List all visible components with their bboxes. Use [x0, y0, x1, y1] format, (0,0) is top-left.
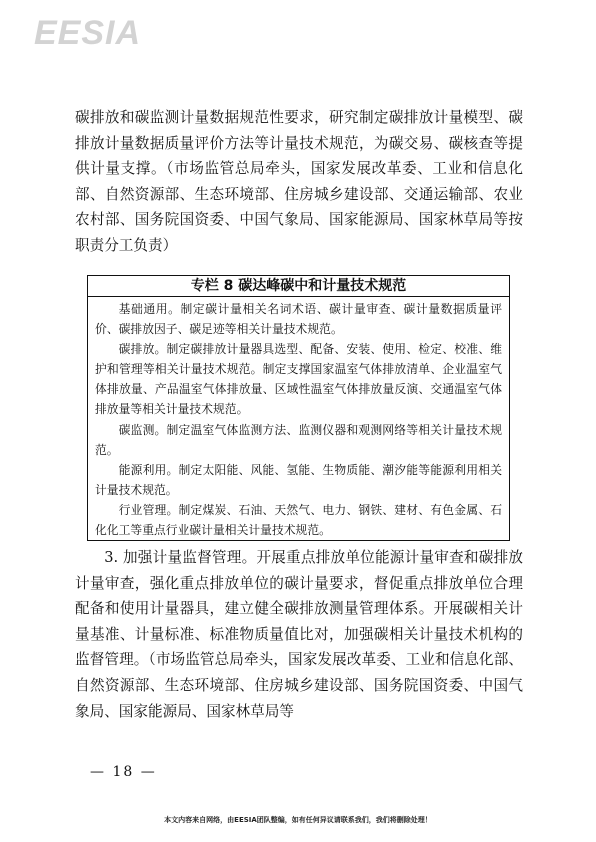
- eesia-logo: EESIA: [34, 14, 142, 52]
- box-item-energy: 能源利用。制定太阳能、风能、氢能、生物质能、潮汐能等能源利用相关计量技术规范。: [95, 462, 502, 497]
- box-item-basic: 基础通用。制定碳计量相关名词术语、碳计量审查、碳计量数据质量评价、碳排放因子、碳足迹等相关计量技术规范。: [95, 302, 502, 337]
- column-box-title: 专栏 8 碳达峰碳中和计量技术规范: [88, 276, 509, 297]
- column-box-body: [88, 297, 509, 540]
- box-item-monitoring: 碳监测。制定温室气体监测方法、监测仪器和观测网络等相关计量技术规范。: [95, 422, 502, 457]
- column-box: [87, 275, 510, 541]
- body-paragraph-top: 碳排放和碳监测计量数据规范性要求，研究制定碳排放计量模型、碳排放计量数据质量评价方法等计量技术规范，为碳交易、碳核查等提供计量支撑。（市场监管总局牵头，国家发展改革委、工业和信息化部、自然资源部、生态环境部、住房城乡建设部、交通运输部、农业农村部、国务院国资委、中国气象局、国家能源局、国家林草局等按职责分工负责）: [75, 109, 523, 254]
- body-paragraph-bottom: 3. 加强计量监督管理。开展重点排放单位能源计量审查和碳排放计量审查，强化重点排放单位的碳计量要求，督促重点排放单位合理配备和使用计量器具，建立健全碳排放测量管理体系。开展碳相关计量基准、计量标准、标准物质量值比对，加强碳相关计量技术机构的监督管理。（市场监管总局牵头，国家发展改革委、工业和信息化部、自然资源部、生态环境部、住房城乡建设部、国务院国资委、中国气象局、国家能源局、国家林草局等: [75, 549, 523, 720]
- box-item-industry: 行业管理。制定煤炭、石油、天然气、电力、钢铁、建材、有色金属、石化化工等重点行业碳计量相关计量技术规范。: [95, 502, 502, 538]
- box-item-emission: 碳排放。制定碳排放计量器具选型、配备、安装、使用、检定、校准、维护和管理等相关计量技术规范。制定支撑国家温室气体排放清单、企业温室气体排放量、产品温室气体排放量、区域性温室气体排放量反演、交通温室气体排放量等相关计量技术规范。: [95, 342, 502, 417]
- footer-disclaimer: 本文内容来自网络，由EESIA团队整编，如有任何异议请联系我们，我们将删除处理！: [164, 816, 432, 824]
- page-number: — 18 —: [90, 764, 157, 780]
